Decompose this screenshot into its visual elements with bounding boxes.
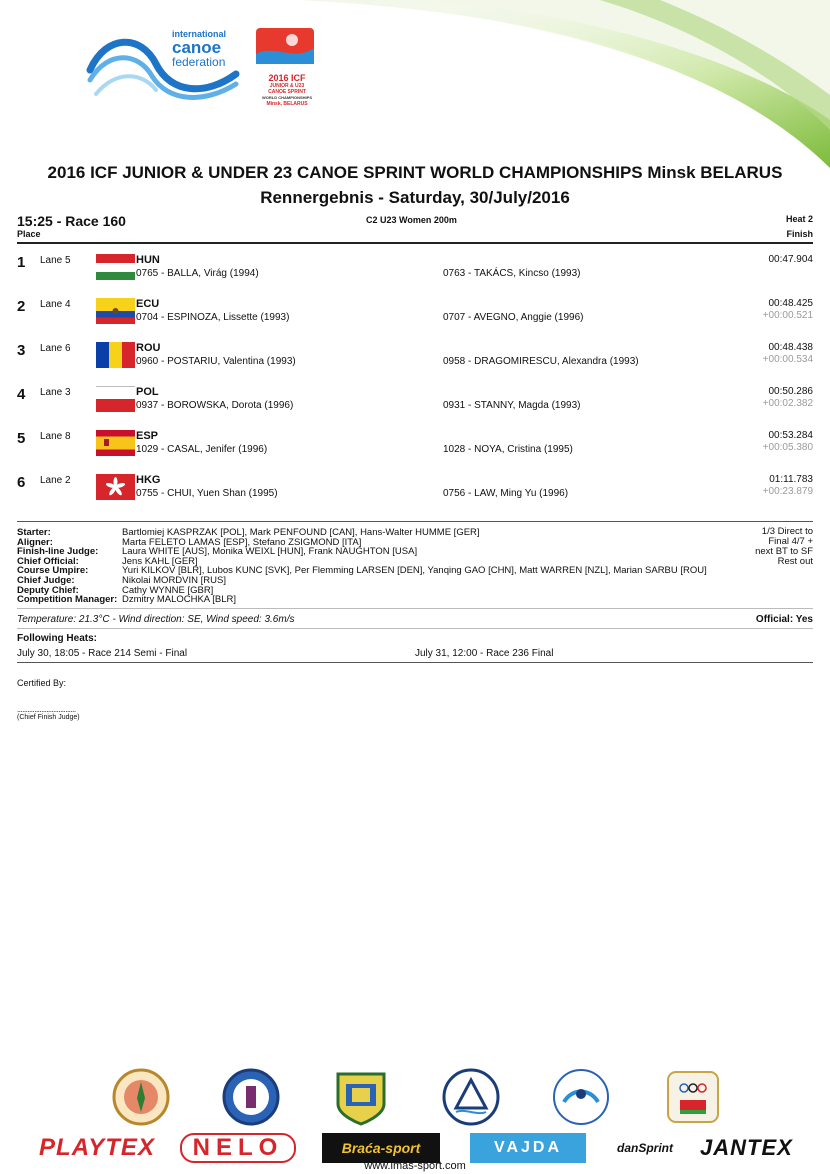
result-place: 4 [17, 386, 26, 403]
result-time-behind: +00:00.521 [762, 310, 813, 321]
event-logo-line5: Minsk, BELARUS [266, 101, 308, 107]
result-time-behind: +00:05.380 [762, 442, 813, 453]
event-logo-line3: CANOE SPRINT [268, 89, 306, 95]
result-athlete-1: 0755 - CHUI, Yuen Shan (1995) [136, 488, 278, 499]
seal-5-icon [552, 1068, 610, 1126]
romania-flag-icon [96, 342, 135, 368]
hong-kong-flag-icon [96, 474, 135, 500]
official-names: Nikolai MORDVIN [RUS] [122, 575, 226, 586]
seal-4-icon [442, 1068, 500, 1126]
hungary-flag-icon [96, 254, 135, 280]
weather-conditions: Temperature: 21.3°C - Wind direction: SE, Wind speed: 3.6m/s [17, 614, 295, 625]
result-row [0, 298, 830, 342]
result-athlete-1: 0704 - ESPINOZA, Lissette (1993) [136, 312, 290, 323]
event-logo-line2: JUNIOR & U23 [269, 83, 305, 89]
result-place: 6 [17, 474, 26, 491]
result-row [0, 254, 830, 298]
column-header-finish: Finish [786, 229, 813, 239]
result-time: 01:11.783 [769, 474, 813, 485]
competition-manager-role: Competition Manager: [17, 594, 118, 605]
seal-6-icon [664, 1068, 722, 1126]
result-time: 00:48.438 [768, 342, 813, 353]
result-time: 00:50.286 [768, 386, 813, 397]
icf-logo-text-international: international [172, 29, 227, 39]
official-role: Starter: [17, 527, 51, 538]
result-nation: HUN [136, 254, 160, 266]
result-time: 00:47.904 [768, 254, 813, 265]
race-time-number: 15:25 - Race 160 [17, 213, 126, 229]
competition-manager-name: Dzmitry MALOCHKA [BLR] [122, 594, 237, 605]
spain-flag-icon [96, 430, 135, 456]
result-row [0, 386, 830, 430]
ecuador-flag-icon [96, 298, 135, 324]
official-role: Chief Official: [17, 555, 79, 567]
result-row [0, 342, 830, 386]
result-place: 1 [17, 254, 26, 271]
result-lane: Lane 6 [40, 343, 71, 354]
page-title: 2016 ICF JUNIOR & UNDER 23 CANOE SPRINT WORLD CHAMPIONSHIPS Minsk BELARUS [47, 163, 783, 182]
result-athlete-1: 0937 - BOROWSKA, Dorota (1996) [136, 400, 294, 411]
header-swoosh-graphic [300, 0, 830, 170]
header-divider [17, 242, 813, 244]
event-logo-line4: WORLD CHAMPIONSHIPS [262, 95, 312, 100]
icf-logo-text-federation: federation [172, 55, 226, 69]
seal-3-icon [332, 1068, 390, 1126]
sponsor-nelo: NELO [180, 1133, 296, 1163]
official-names: Cathy WYNNE [GBR] [122, 584, 214, 596]
official-names: Laura WHITE [AUS], Monika WEIXL [HUN], Frank NAUGHTON [USA] [122, 546, 418, 558]
sponsor-vajda: VAJDA [470, 1133, 586, 1163]
result-lane: Lane 8 [40, 431, 71, 442]
page-subtitle: Rennergebnis - Saturday, 30/July/2016 [260, 188, 570, 207]
signature-line: .................................. [17, 705, 76, 714]
official-names: Bartlomiej KASPRZAK [POL], Mark PENFOUND [CAN], Hans-Walter HUMME [GER] [122, 527, 480, 538]
result-lane: Lane 4 [40, 299, 71, 310]
signature-role: (Chief Finish Judge) [17, 714, 80, 721]
result-athlete-1: 1029 - CASAL, Jenifer (1996) [136, 444, 268, 455]
result-time-behind: +00:23.879 [762, 486, 813, 497]
result-lane: Lane 2 [40, 475, 71, 486]
official-status: Official: Yes [755, 614, 813, 625]
following-bottom-divider [17, 662, 813, 663]
qualification-line2: Final 4/7 + [768, 536, 813, 547]
official-role: Chief Judge: [17, 575, 75, 586]
result-nation: ROU [136, 342, 161, 354]
poland-flag-icon [96, 386, 135, 412]
certified-label: Certified By: [17, 678, 67, 688]
official-role: Aligner: [17, 536, 53, 548]
seal-1-icon [112, 1068, 170, 1126]
result-athlete-2: 0931 - STANNY, Magda (1993) [443, 400, 581, 411]
result-lane: Lane 5 [40, 255, 71, 266]
qualification-line1: 1/3 Direct to [761, 526, 813, 537]
sponsor-braca-sport: Braća-sport [322, 1133, 440, 1163]
result-time: 00:53.284 [768, 430, 813, 441]
event-logo-line1: 2016 ICF [268, 73, 306, 83]
result-row [0, 430, 830, 474]
result-place: 2 [17, 298, 26, 315]
conditions-divider [17, 608, 813, 609]
result-time-behind: +00:00.534 [762, 354, 813, 365]
official-names: Yuri KILKOV [BLR], Lubos KUNC [SVK], Per Flemming LARSEN [DEN], Yanqing GAO [CHN], Matt WARREN [NZL], Marian SARBU [ROU] [122, 565, 707, 577]
following-heat-1: July 30, 18:05 - Race 214 Semi - Final [17, 648, 188, 659]
result-athlete-2: 0756 - LAW, Ming Yu (1996) [443, 488, 569, 499]
result-athlete-2: 0707 - AVEGNO, Anggie (1996) [443, 312, 584, 323]
icf-logo-text-canoe: canoe [172, 38, 222, 57]
official-role: Course Umpire: [17, 565, 89, 577]
result-athlete-1: 0960 - POSTARIU, Valentina (1993) [136, 356, 296, 367]
seal-2-icon [222, 1068, 280, 1126]
result-athlete-2: 0958 - DRAGOMIRESCU, Alexandra (1993) [443, 356, 639, 367]
following-divider [17, 628, 813, 629]
result-nation: POL [136, 386, 159, 398]
sponsor-jantex: JANTEX [700, 1135, 793, 1160]
result-athlete-2: 1028 - NOYA, Cristina (1995) [443, 444, 573, 455]
official-names: Jens KAHL [GER] [122, 555, 198, 567]
qualification-line3: next BT to SF [755, 546, 813, 557]
sponsor-playtex: PLAYTEX [39, 1134, 155, 1161]
qualification-line4: Rest out [777, 556, 813, 567]
website-link[interactable]: www.imas-sport.com [364, 1160, 466, 1172]
official-role: Deputy Chief: [17, 584, 79, 596]
following-heats-title: Following Heats: [17, 633, 97, 644]
race-heat: Heat 2 [785, 214, 813, 224]
official-role: Finish-line Judge: [17, 546, 99, 558]
result-row [0, 474, 830, 518]
result-place: 5 [17, 430, 26, 447]
result-athlete-1: 0765 - BALLA, Virág (1994) [136, 268, 259, 279]
result-lane: Lane 3 [40, 387, 71, 398]
result-nation: ECU [136, 298, 160, 310]
result-athlete-2: 0763 - TAKÁCS, Kincso (1993) [443, 268, 581, 279]
sponsor-dansprint: danSprint [617, 1141, 673, 1155]
officials-divider [17, 521, 813, 522]
result-place: 3 [17, 342, 26, 359]
result-time-behind: +00:02.382 [762, 398, 813, 409]
column-header-place: Place [17, 229, 41, 239]
result-nation: HKG [136, 474, 161, 486]
following-heat-2: July 31, 12:00 - Race 236 Final [415, 648, 554, 659]
official-names: Marta FELETO LAMAS [ESP], Stefano ZSIGMOND [ITA] [122, 536, 362, 548]
race-event: C2 U23 Women 200m [366, 215, 457, 225]
result-nation: ESP [136, 430, 159, 442]
result-time: 00:48.425 [768, 298, 813, 309]
